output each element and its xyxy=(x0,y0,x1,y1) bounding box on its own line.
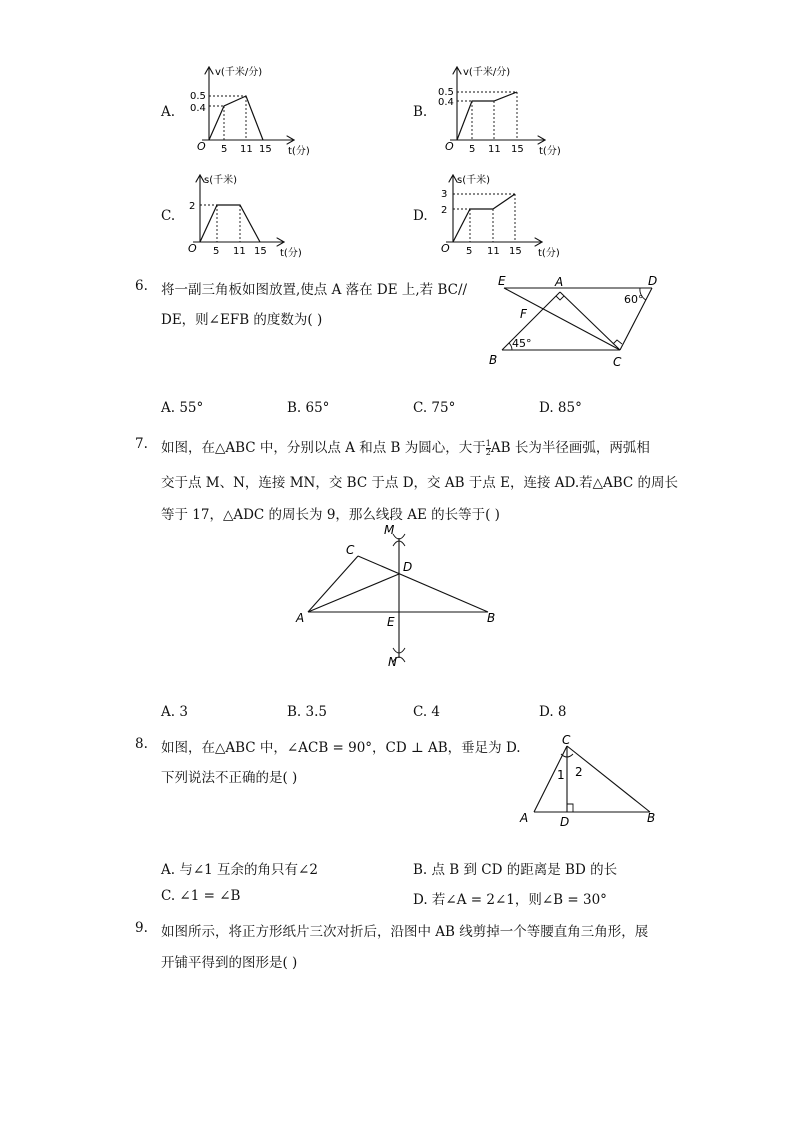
label-D: D xyxy=(403,560,413,574)
label-B: B xyxy=(647,811,656,825)
x-tick-2: 11 xyxy=(487,246,500,257)
q6-line-1: 将一副三角板如图放置,使点 A 落在 DE 上,若 BC// xyxy=(161,282,468,298)
label-C: C xyxy=(613,355,622,369)
option-c-label: C. xyxy=(161,208,176,224)
y-tick-2: 2 xyxy=(441,205,448,216)
origin-label: O xyxy=(188,242,197,255)
frac-num: 1 xyxy=(485,439,491,448)
q8-option-d[interactable]: D. 若∠A = 2∠1，则∠B = 30° xyxy=(413,892,607,908)
option-a-label: A. xyxy=(161,104,176,120)
label-N: N xyxy=(388,655,397,669)
graph-line xyxy=(209,96,263,140)
y-tick-1: 0.5 xyxy=(190,91,206,102)
q6-option-a[interactable]: A. 55° xyxy=(161,400,204,416)
label-D: D xyxy=(648,274,658,288)
label-C: C xyxy=(346,543,355,557)
q6-option-d[interactable]: D. 85° xyxy=(539,400,582,416)
y-tick-2: 0.4 xyxy=(190,103,206,114)
label-E: E xyxy=(387,615,395,629)
q7-line-2: 交于点 M、N，连接 MN，交 BC 于点 D，交 AB 于点 E，连接 AD.若△ABC 的周长 xyxy=(161,475,679,491)
q8-line-1: 如图，在△ABC 中，∠ACB = 90°，CD ⊥ AB，垂足为 D. xyxy=(161,740,521,756)
q8-number: 8. xyxy=(135,736,148,752)
x-axis-label: t(分) xyxy=(280,248,302,259)
q9-number: 9. xyxy=(135,920,148,936)
x-tick-1: 5 xyxy=(469,144,476,155)
origin-label: O xyxy=(445,140,454,153)
x-tick-3: 15 xyxy=(259,144,272,155)
q7-option-d[interactable]: D. 8 xyxy=(539,704,567,720)
q8-figure xyxy=(510,732,660,832)
y-tick-1: 3 xyxy=(441,189,448,200)
q7-number: 7. xyxy=(135,436,148,452)
q7-line-3: 等于 17，△ADC 的周长为 9，那么线段 AE 的长等于( ) xyxy=(161,507,500,523)
y-tick-1: 0.5 xyxy=(438,87,454,98)
label-A: A xyxy=(555,275,564,289)
label-A: A xyxy=(296,611,305,625)
q7-option-b[interactable]: B. 3.5 xyxy=(287,704,327,720)
x-tick-3: 15 xyxy=(254,246,267,257)
angle-45: 45° xyxy=(512,337,532,350)
q8-option-b[interactable]: B. 点 B 到 CD 的距离是 BD 的长 xyxy=(413,862,618,878)
q7-line-1b: AB 长为半径画弧，两弧相 xyxy=(490,440,650,456)
q6-option-c[interactable]: C. 75° xyxy=(413,400,456,416)
q7-line-1 xyxy=(161,436,650,457)
q7-option-c[interactable]: C. 4 xyxy=(413,704,441,720)
x-tick-2: 11 xyxy=(488,144,501,155)
x-tick-3: 15 xyxy=(511,144,524,155)
graph-line xyxy=(457,92,517,140)
origin-label: O xyxy=(197,140,206,153)
graph-c xyxy=(185,170,325,262)
option-b-label: B. xyxy=(413,104,428,120)
graph-line xyxy=(453,194,515,242)
x-tick-1: 5 xyxy=(221,144,228,155)
frac-den: 2 xyxy=(485,448,491,457)
x-axis-label: t(分) xyxy=(288,146,310,157)
q6-option-b[interactable]: B. 65° xyxy=(287,400,330,416)
label-1: 1 xyxy=(557,768,565,782)
q6-line-2: DE，则∠EFB 的度数为( ) xyxy=(161,312,323,328)
x-tick-2: 11 xyxy=(233,246,246,257)
q8-option-c[interactable]: C. ∠1 = ∠B xyxy=(161,888,241,904)
label-B: B xyxy=(489,353,498,367)
x-tick-1: 5 xyxy=(466,246,473,257)
q8-line-2: 下列说法不正确的是( ) xyxy=(161,770,298,786)
y-axis-label: s(千米) xyxy=(457,175,491,186)
y-axis-label: s(千米) xyxy=(204,175,238,186)
x-axis-label: t(分) xyxy=(538,248,560,259)
label-C: C xyxy=(562,733,571,747)
label-2: 2 xyxy=(575,765,583,779)
y-tick-2: 0.4 xyxy=(438,97,454,108)
x-tick-3: 15 xyxy=(509,246,522,257)
label-A: A xyxy=(520,811,529,825)
x-tick-1: 5 xyxy=(213,246,220,257)
y-axis-label: v(千米/分) xyxy=(215,67,263,78)
label-D: D xyxy=(560,815,570,829)
angle-60: 60° xyxy=(624,293,644,306)
q7-figure xyxy=(290,520,510,670)
graph-d xyxy=(435,170,585,262)
x-tick-2: 11 xyxy=(240,144,253,155)
q8-option-a[interactable]: A. 与∠1 互余的角只有∠2 xyxy=(161,862,318,878)
graph-b xyxy=(436,62,586,160)
q9-line-1: 如图所示，将正方形纸片三次对折后，沿图中 AB 线剪掉一个等腰直角三角形，展 xyxy=(161,924,649,940)
label-M: M xyxy=(384,523,395,537)
label-E: E xyxy=(498,274,506,288)
q6-number: 6. xyxy=(135,278,148,294)
option-d-label: D. xyxy=(413,208,428,224)
graph-a xyxy=(188,62,328,160)
q6-figure xyxy=(480,270,670,370)
graph-line xyxy=(200,205,260,242)
label-F: F xyxy=(520,307,527,321)
origin-label: O xyxy=(441,242,450,255)
q9-line-2: 开铺平得到的图形是( ) xyxy=(161,955,298,971)
label-B: B xyxy=(487,611,496,625)
x-axis-label: t(分) xyxy=(539,146,561,157)
y-axis-label: v(千米/分) xyxy=(463,67,511,78)
q7-option-a[interactable]: A. 3 xyxy=(161,704,188,720)
y-tick-1: 2 xyxy=(189,201,196,212)
q7-line-1a: 如图，在△ABC 中，分别以点 A 和点 B 为圆心，大于 xyxy=(161,440,486,456)
